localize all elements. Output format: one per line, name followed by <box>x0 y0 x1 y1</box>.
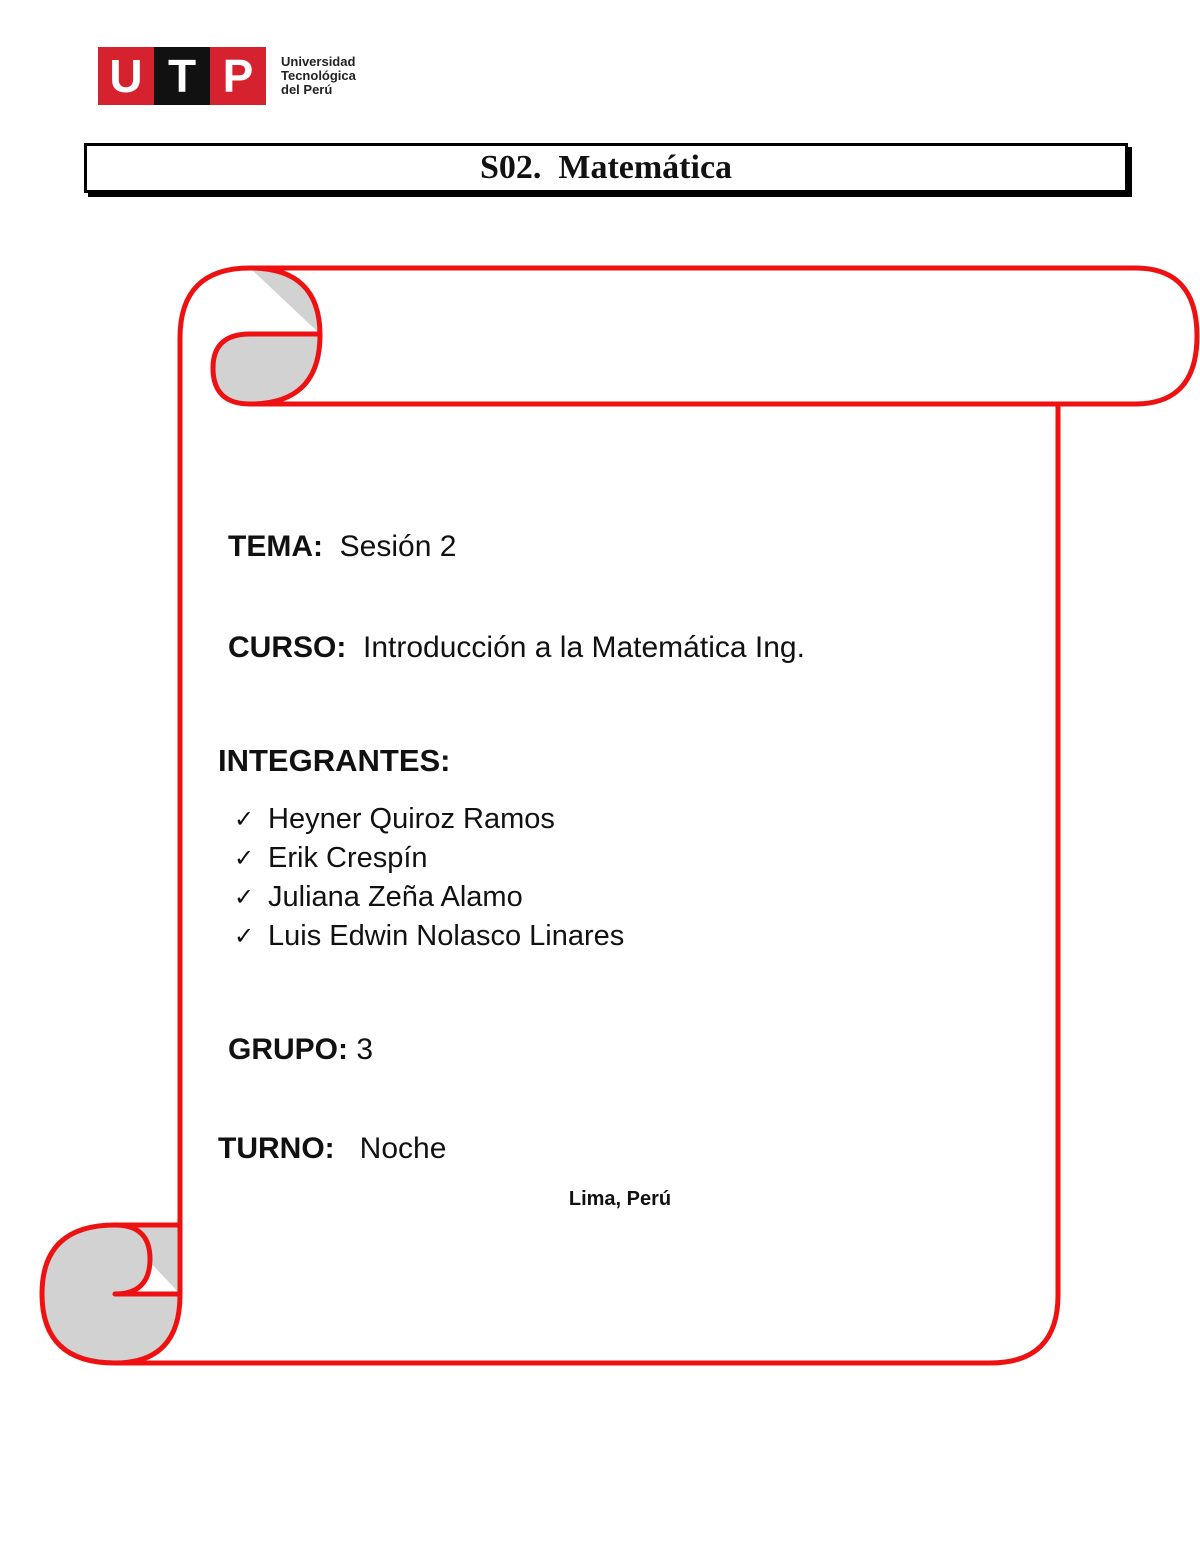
logo-text-line-3: del Perú <box>281 82 333 97</box>
checkmark-icon: ✓ <box>234 884 255 911</box>
logo-letter-t: T <box>154 47 210 105</box>
member-name: Erik Crespín <box>268 842 428 874</box>
tema-value: Sesión 2 <box>339 530 457 563</box>
grupo-value: 3 <box>356 1033 374 1066</box>
field-grupo <box>228 1032 373 1068</box>
list-item <box>234 800 624 839</box>
field-curso <box>228 630 805 666</box>
tema-label: TEMA: <box>228 530 323 563</box>
logo-letter-u: U <box>98 47 154 105</box>
list-item <box>234 917 624 956</box>
list-item <box>234 839 624 878</box>
list-item <box>234 878 624 917</box>
members-list <box>234 800 624 956</box>
curso-label: CURSO: <box>228 631 347 664</box>
checkmark-icon: ✓ <box>234 806 255 833</box>
place-text: Lima, Perú <box>568 1188 672 1210</box>
field-turno <box>218 1131 446 1167</box>
logo-text-line-2: Tecnológica <box>281 68 356 83</box>
member-name: Juliana Zeña Alamo <box>268 881 523 913</box>
document-title: S02. Matemática <box>84 143 1128 193</box>
logo-text-line-1: Universidad <box>281 54 356 69</box>
curso-value: Introducción a la Matemática Ing. <box>363 631 805 664</box>
member-name: Heyner Quiroz Ramos <box>268 803 555 835</box>
field-tema <box>228 529 456 565</box>
checkmark-icon: ✓ <box>234 923 255 950</box>
turno-value: Noche <box>359 1132 447 1165</box>
grupo-label: GRUPO: <box>228 1033 348 1066</box>
integrantes-heading: INTEGRANTES: <box>218 743 451 778</box>
checkmark-icon: ✓ <box>234 845 255 872</box>
turno-label: TURNO: <box>218 1132 335 1165</box>
logo-letter-p: P <box>210 47 266 105</box>
member-name: Luis Edwin Nolasco Linares <box>268 920 625 952</box>
